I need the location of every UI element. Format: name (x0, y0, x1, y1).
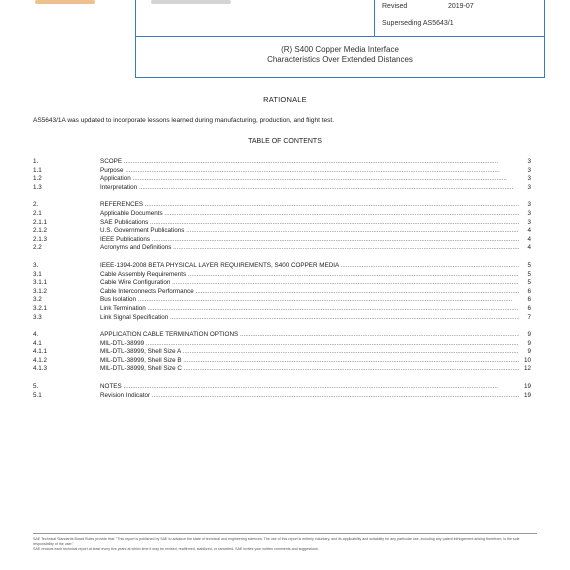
toc-entry-title: U.S. Government Publications ..... (100, 227, 519, 236)
toc-group-gap (33, 374, 531, 383)
rationale-text: AS5643/1A was updated to incorporate lessons learned during manufacturing, production, and flight test. (33, 117, 334, 124)
toc-entry-title: Cable Assembly Requirements ..... (100, 271, 519, 280)
toc-entry-number: 2.1 (33, 209, 42, 217)
toc-entry-title: Revision Indicator ..... (100, 392, 519, 401)
toc-entry-page: 10 (523, 356, 531, 364)
toc-entry-number: 2.2 (33, 244, 42, 252)
toc-entry[interactable] (33, 236, 531, 245)
toc-entry-page: 3 (527, 175, 531, 183)
toc-entry-page: 12 (523, 365, 531, 373)
toc-entry-number: 3.1 (33, 270, 42, 278)
toc-entry[interactable] (33, 175, 531, 184)
toc-entry-page: 6 (527, 287, 531, 295)
toc-entry[interactable] (33, 365, 531, 374)
document-title (136, 45, 544, 65)
document-title-line-1: (R) S400 Copper Media Interface (281, 45, 399, 54)
toc-entry-title: MIL-DTL-38999, Shell Size C ..... (100, 365, 519, 374)
toc-entry[interactable] (33, 244, 531, 253)
toc-entry[interactable] (33, 392, 531, 401)
toc-entry-page: 4 (527, 227, 531, 235)
toc-entry-page: 9 (527, 331, 531, 339)
toc-entry-number: 1.3 (33, 183, 42, 191)
toc-entry[interactable] (33, 227, 531, 236)
toc-entry-page: 7 (527, 313, 531, 321)
toc-entry-number: 3.1.1 (33, 279, 48, 287)
superseding-note: Superseding AS5643/1 (382, 20, 454, 27)
rationale-heading: RATIONALE (263, 95, 307, 104)
toc-entry[interactable] (33, 279, 531, 288)
toc-entry-number: 2.1.2 (33, 227, 48, 235)
toc-entry[interactable] (33, 305, 531, 314)
toc-entry-page: 3 (527, 158, 531, 165)
table-of-contents (33, 158, 531, 400)
toc-entry-number: 5. (33, 383, 39, 391)
toc-entry-page: 19 (523, 391, 531, 399)
toc-entry[interactable] (33, 201, 531, 210)
toc-entry[interactable] (33, 262, 531, 271)
toc-entry[interactable] (33, 340, 531, 349)
toc-entry-page: 4 (527, 244, 531, 252)
toc-entry-page: 4 (527, 235, 531, 243)
toc-entry[interactable] (33, 331, 531, 340)
toc-entry-page: 5 (527, 279, 531, 287)
toc-entry-title: IEEE Publications ..... (100, 236, 519, 245)
toc-entry-title: Applicable Documents ..... (100, 210, 519, 219)
document-title-line-2: Characteristics Over Extended Distances (267, 55, 413, 64)
toc-entry-page: 6 (527, 304, 531, 312)
toc-group-gap (33, 322, 531, 331)
toc-entry-page: 9 (527, 348, 531, 356)
toc-entry-number: 4.1.2 (33, 356, 48, 364)
toc-entry-page: 3 (527, 209, 531, 217)
sae-logo (35, 0, 95, 4)
toc-entry-page: 19 (523, 383, 531, 391)
toc-entry[interactable] (33, 288, 531, 297)
toc-entry-title: Interpretation ..... (100, 184, 519, 193)
toc-entry-number: 4.1.3 (33, 365, 48, 373)
toc-entry-title: Application ..... (100, 175, 519, 184)
toc-entry[interactable] (33, 314, 531, 323)
toc-entry-title: SCOPE ..... (100, 158, 519, 167)
header-box (135, 0, 545, 78)
toc-entry-title: Link Termination ..... (100, 305, 519, 314)
toc-entry-page: 5 (527, 270, 531, 278)
toc-entry-number: 4.1 (33, 339, 42, 347)
standard-number-mark (151, 0, 231, 4)
toc-entry-number: 3.2 (33, 296, 42, 304)
toc-entry[interactable] (33, 210, 531, 219)
toc-entry-number: 4.1.1 (33, 348, 48, 356)
toc-entry[interactable] (33, 383, 531, 392)
toc-entry-title: SAE Publications ..... (100, 219, 519, 228)
toc-entry[interactable] (33, 184, 531, 193)
toc-entry-title: APPLICATION CABLE TERMINATION OPTIONS ..... (100, 331, 519, 340)
toc-entry-number: 2.1.1 (33, 218, 48, 226)
toc-entry-number: 1. (33, 158, 39, 165)
toc-entry-number: 1.1 (33, 166, 42, 174)
toc-entry-title: Cable Interconnects Performance ..... (100, 288, 519, 297)
toc-entry-page: 3 (527, 218, 531, 226)
toc-entry-title: MIL-DTL-38999 ..... (100, 340, 519, 349)
toc-entry-number: 3.1.2 (33, 287, 48, 295)
header-divider-vertical (374, 0, 375, 36)
toc-entry-page: 3 (527, 201, 531, 209)
toc-group-gap (33, 253, 531, 262)
toc-entry-title: Bus Isolation ..... (100, 296, 519, 305)
toc-entry-number: 5.1 (33, 391, 42, 399)
toc-entry-title: MIL-DTL-38999, Shell Size B ..... (100, 357, 519, 366)
toc-entry-number: 2.1.3 (33, 235, 48, 243)
toc-entry-page: 9 (527, 339, 531, 347)
footer-review-text: SAE reviews each technical report at least every five years at which time it may be revised, reaffirmed, stabilized, or cancelled. SAE invites your written comments and suggestions. (33, 547, 319, 552)
toc-entry-number: 2. (33, 201, 39, 209)
toc-entry-title: NOTES ..... (100, 383, 519, 392)
toc-entry-page: 3 (527, 183, 531, 191)
toc-entry-title: REFERENCES ..... (100, 201, 519, 210)
toc-entry-number: 3. (33, 261, 39, 269)
toc-entry-number: 3.3 (33, 313, 42, 321)
footer-rules-text: SAE Technical Standards Board Rules provide that: "This report is published by SAE to advance the state of technical and engineering sciences. The use of this report is entirely voluntary, and its applicability and suitability for any particular use, including any patent infringement arising therefrom, is the sole responsibility of the user." (33, 537, 520, 546)
toc-entry-title: Purpose ..... (100, 167, 519, 176)
toc-entry[interactable] (33, 296, 531, 305)
toc-entry-page: 6 (527, 296, 531, 304)
toc-heading: TABLE OF CONTENTS (248, 138, 322, 145)
toc-entry-number: 3.2.1 (33, 304, 48, 312)
toc-entry-number: 1.2 (33, 175, 42, 183)
header-divider-horizontal (136, 36, 544, 37)
toc-entry-title: IEEE-1394-2008 BETA PHYSICAL LAYER REQUIREMENTS, S400 COPPER MEDIA ..... (100, 262, 519, 271)
toc-entry[interactable] (33, 219, 531, 228)
toc-entry-page: 5 (527, 261, 531, 269)
revised-label: Revised (382, 3, 408, 10)
toc-entry-title: Acronyms and Definitions ..... (100, 244, 519, 253)
toc-entry[interactable] (33, 271, 531, 280)
toc-entry[interactable] (33, 158, 531, 167)
footer-notice (33, 533, 537, 553)
toc-entry-title: Link Signal Specification ..... (100, 314, 519, 323)
toc-entry-title: Cable Wire Configuration ..... (100, 279, 519, 288)
toc-entry[interactable] (33, 348, 531, 357)
toc-entry[interactable] (33, 357, 531, 366)
toc-entry-number: 4. (33, 331, 39, 339)
toc-entry-title: MIL-DTL-38999, Shell Size A ..... (100, 348, 519, 357)
toc-group-gap (33, 192, 531, 201)
revised-date: 2019-07 (448, 3, 474, 10)
toc-entry[interactable] (33, 167, 531, 176)
toc-entry-page: 3 (527, 166, 531, 174)
